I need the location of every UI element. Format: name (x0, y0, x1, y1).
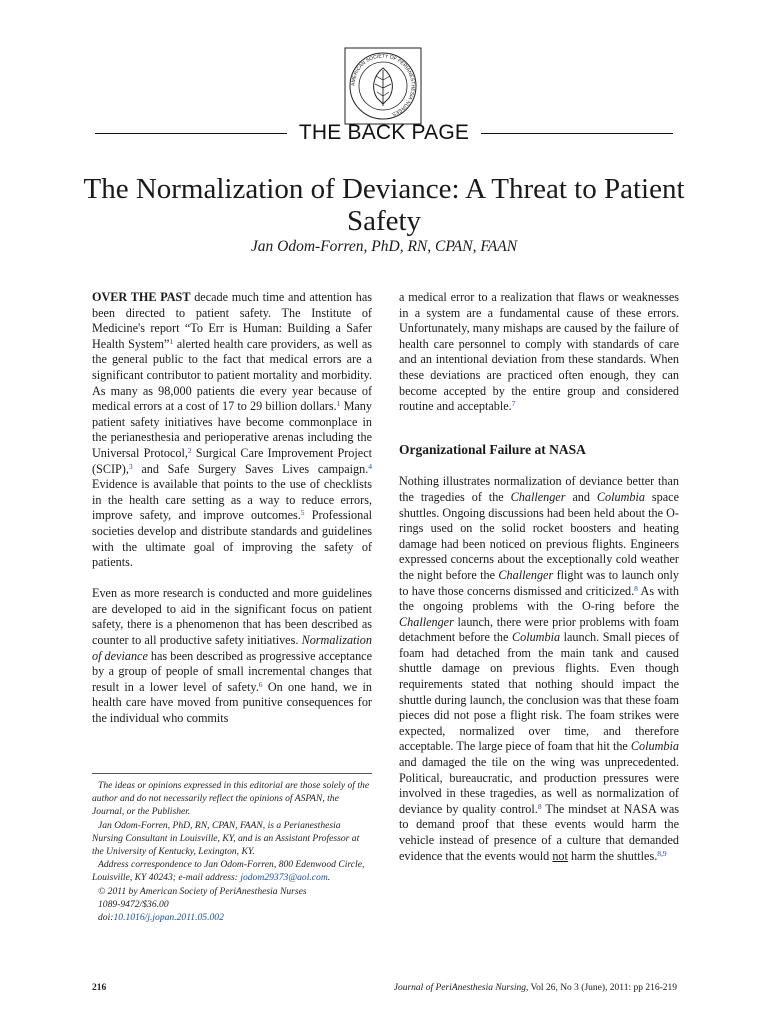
footnote-doi: doi:10.1016/j.jopan.2011.05.002 (98, 912, 224, 924)
page-number: 216 (92, 983, 107, 993)
aspan-seal-logo (343, 46, 423, 126)
ref-link[interactable]: 8,9 (657, 848, 667, 858)
journal-citation: Journal of PeriAnesthesia Nursing, Vol 26, No 3 (June), 2011: pp 216-219 (393, 983, 677, 993)
footnote-affiliation: Jan Odom-Forren, PhD, RN, CPAN, FAAN, is a Perianesthesia Nursing Consultant in Louisville, KY, and is an Assistant Professor at the University of Kentucky, Lexington, KY. (92, 819, 360, 858)
article-author: Jan Odom-Forren, PhD, RN, CPAN, FAAN (250, 238, 518, 255)
section-label: THE BACK PAGE (298, 121, 470, 144)
footnotes (92, 779, 372, 924)
ref-link[interactable]: 1 (169, 336, 174, 346)
ref-link[interactable]: 5 (300, 508, 305, 518)
ref-link[interactable]: 4 (368, 461, 372, 471)
footnote-divider (92, 773, 372, 774)
key-term: Normalization of deviance (92, 632, 372, 663)
footnote-copyright: © 2011 by American Society of PeriAnesthesia Nurses (98, 885, 307, 897)
ref-link[interactable]: 8 (634, 583, 638, 593)
footnote-disclaimer: The ideas or opinions expressed in this editorial are those solely of the author and do not necessarily reflect the opinions of ASPAN, the Journal, or the Publisher. (92, 780, 370, 818)
svg-text:AMERICAN SOCIETY OF PERIANESTH: AMERICAN SOCIETY OF PERIANESTHESIA NURSES (350, 53, 416, 117)
ref-link[interactable]: 8 (537, 801, 542, 811)
ref-link[interactable]: 3 (128, 461, 133, 471)
ref-link[interactable]: 6 (258, 679, 263, 689)
section-header (95, 118, 673, 148)
ref-link[interactable]: 2 (187, 445, 192, 455)
section-rule-right (481, 133, 673, 134)
section-rule-left (95, 133, 287, 134)
footnote-correspondence: Address correspondence to Jan Odom-Forren, 800 Edenwood Circle, Louisville, KY 40243; e-mail address: jodom29373@aol.com. (92, 859, 365, 884)
paragraph-1: OVER THE PAST decade much time and attention has been directed to patient safety. The Institute of Medicine's report “To Err is Human: Building a Safer Health System”$^1$ alerted health care providers, as well as the general public to the fact that medical errors are a significant contributor to patient mortality and morbidity. As many as 98,000 patients die every year because of medical errors at a cost of 17 to 29 billion dollars.$^1$ Many patient safety initiatives have become commonplace in the perianesthesia and perioperative arenas including the Universal Protocol,$^2$ Surgical Care Improvement Project (SCIP),$^3$ and Safe Surgery Saves Lives campaign.$^4$ Evidence is available that points to the use of checklists in the health care setting as a way to reduce errors, improve safety, and improve outcomes.$^5$ Professional societies develop and distribute standards and guidelines with the ultimate goal of improving the safety of patients. (92, 290, 372, 570)
article-title: The Normalization of Deviance: A Threat to Patient Safety (83, 173, 685, 237)
emphasis-not: not (552, 848, 568, 863)
email-link[interactable]: jodom29373@aol.com (240, 872, 328, 884)
subsection-heading: Organizational Failure at NASA (399, 441, 586, 457)
ref-link[interactable]: 7 (511, 399, 516, 409)
footnote-price: 1089-9472/$36.00 (98, 898, 169, 910)
ref-link[interactable]: 1 (336, 399, 341, 409)
paragraph-2: Even as more research is conducted and more guidelines are developed to aid in the significant focus on patient safety, there is a phenomenon that has been described as counter to all productive safety initiatives. Normalization of deviance has been described as progressive acceptance by a group of people of small incremental changes that result in a lower level of safety.$^6$ On one hand, we in health care have moved from punitive consequences for the individual who commits (92, 586, 372, 725)
column-left (92, 290, 372, 727)
paragraph-3: a medical error to a realization that flaws or weaknesses in a system are a fundamental cause of these errors. Unfortunately, many mishaps are caused by the failure of health care personnel to comply with standards of care and an intentional deviation from these standards. When these deviations are practiced often enough, they can become accepted by the entire group and considered routine and acceptable.$^7$ (399, 290, 679, 414)
lead-in: OVER THE PAST (92, 290, 191, 304)
column-right (399, 290, 679, 864)
paragraph-4: Nothing illustrates normalization of deviance better than the tragedies of the Challenger and Columbia space shuttles. Ongoing discussions had been held about the O-rings used on the solid rocket boosters and heating damage had been noticed on previous flights. Engineers expressed concerns about the exceptionally cold weather the night before the Challenger flight was to launch only to have those concerns dismissed and criticized.$^8$ As with the ongoing problems with the O-ring before the Challenger launch, there were prior problems with foam detachment before the Columbia launch. Small pieces of foam had detached from the main tank and caused shuttle damage on previous flights. Even though requirements stated that nothing should impact the shuttle during launch, the conclusion was that these foam pieces did not pose a flight risk. The foam strikes were expected, normalized over time, and therefore acceptable. The large piece of foam that hit the Columbia and damaged the tile on the wing was unprecedented. Political, bureaucratic, and production pressures were involved in these tragedies, as well as normalization of deviance by quality control.$^8$ The mindset at NASA was to demand proof that these events would harm the vehicle instead of presence of a culture that demanded evidence that the events would not harm the shuttles.$^{8,9}$ (399, 474, 679, 863)
doi-link[interactable]: 10.1016/j.jopan.2011.05.002 (113, 912, 224, 924)
